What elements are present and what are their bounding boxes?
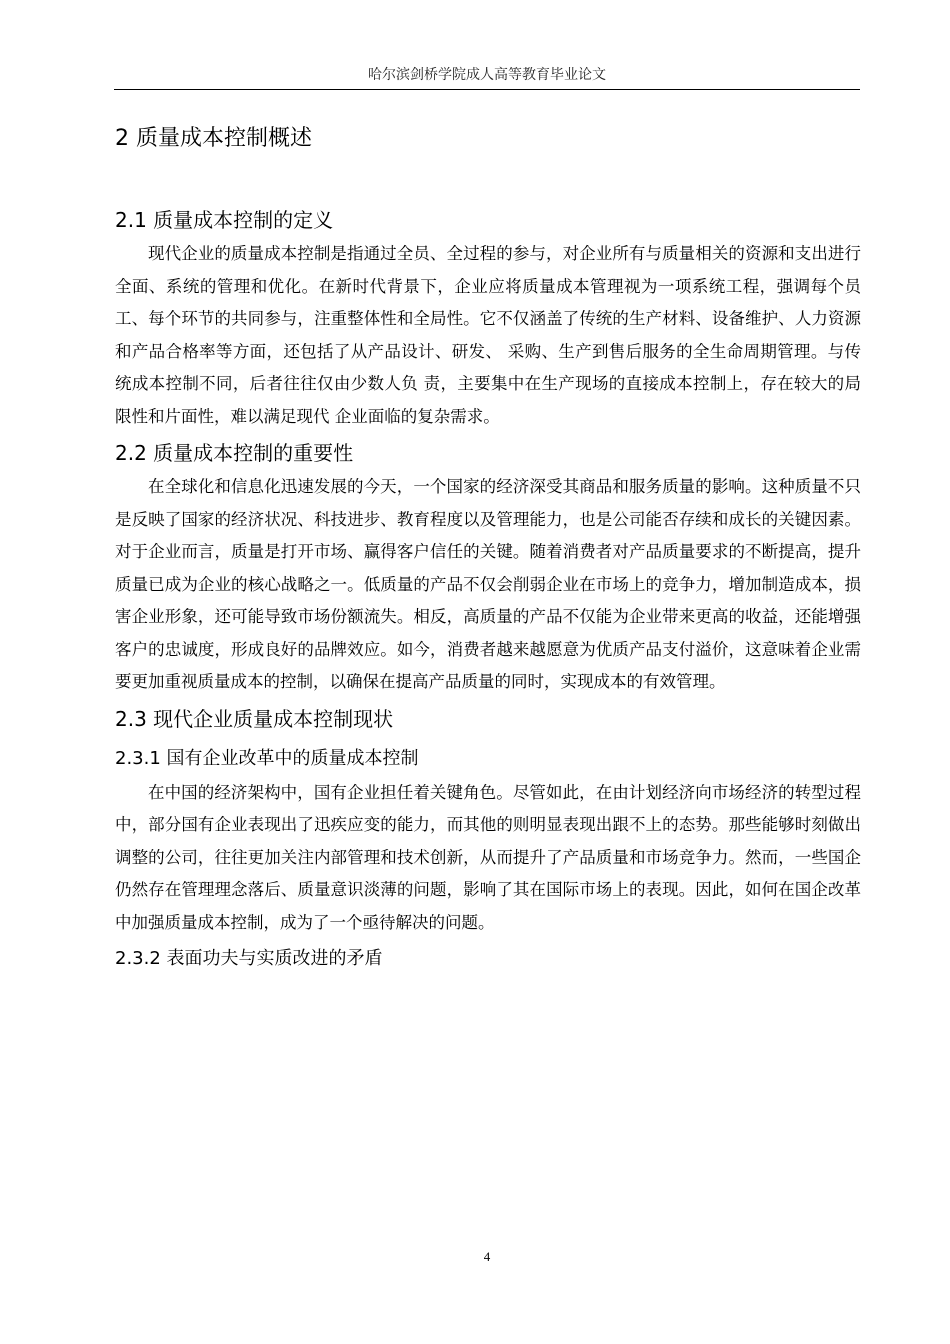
paragraph-2-3-1: 在中国的经济架构中，国有企业担任着关键角色。尽管如此，在由计划经济向市场经济的转型过程中，部分国有企业表现出了迅疾应变的能力，而其他的则明显表现出跟不上的态势。那些能够时刻做出调整的公司，往往更加关注内部管理和技术创新，从而提升了产品质量和市场竞争力。然而，一些国企仍然存在管理理念落后、质量意识淡薄的问题，影响了其在国际市场上的表现。因此，如何在国企改革中加强质量成本控制，成为了一个亟待解决的问题。 xyxy=(115,782,861,932)
paragraph-2-2: 在全球化和信息化迅速发展的今天，一个国家的经济深受其商品和服务质量的影响。这种质量不只是反映了国家的经济状况、科技进步、教育程度以及管理能力，也是公司能否存续和成长的关键因素。对于企业而言，质量是打开市场、赢得客户信任的关键。随着消费者对产品质量要求的不断提高，提升质量已成为企业的核心战略之一。低质量的产品不仅会削弱企业在市场上的竞争力，增加制造成本，损害企业形象，还可能导致市场份额流失。相反，高质量的产品不仅能为企业带来更高的收益，还能增强客户的忠诚度，形成良好的品牌效应。如今，消费者越来越愿意为优质产品支付溢价，这意味着企业需要更加重视质量成本的控制，以确保在提高产品质量的同时，实现成本的有效管理。 xyxy=(115,477,861,691)
page-number: 4 xyxy=(483,1249,491,1264)
subsection-heading-2-3-2: 2.3.2 表面功夫与实质改进的矛盾 xyxy=(115,948,383,969)
subsection-heading-2-3-1: 2.3.1 国有企业改革中的质量成本控制 xyxy=(115,747,419,769)
section-heading-2-1: 2.1 质量成本控制的定义 xyxy=(115,208,334,232)
header-rule xyxy=(114,89,860,90)
spacer xyxy=(115,160,861,202)
paragraph-2-1: 现代企业的质量成本控制是指通过全员、全过程的参与，对企业所有与质量相关的资源和支出进行全面、系统的管理和优化。在新时代背景下，企业应将质量成本管理视为一项系统工程，强调每个员工、每个环节的共同参与，注重整体性和全局性。它不仅涵盖了传统的生产材料、设备维护、人力资源和产品合格率等方面，还包括了从产品设计、研发、 采购、生产到售后服务的全生命周期管理。与传统成本控制不同，后者往往仅由少数人负 责，主要集中在生产现场的直接成本控制上，存在较大的局限性和片面性，难以满足现代 企业面临的复杂需求。 xyxy=(115,244,861,426)
document-body xyxy=(115,118,861,975)
section-heading-2-3: 2.3 现代企业质量成本控制现状 xyxy=(115,706,394,731)
chapter-title: 2 质量成本控制概述 xyxy=(115,126,312,151)
running-header: 哈尔滨剑桥学院成人高等教育毕业论文 xyxy=(368,67,606,83)
section-heading-2-2: 2.2 质量成本控制的重要性 xyxy=(115,441,354,465)
